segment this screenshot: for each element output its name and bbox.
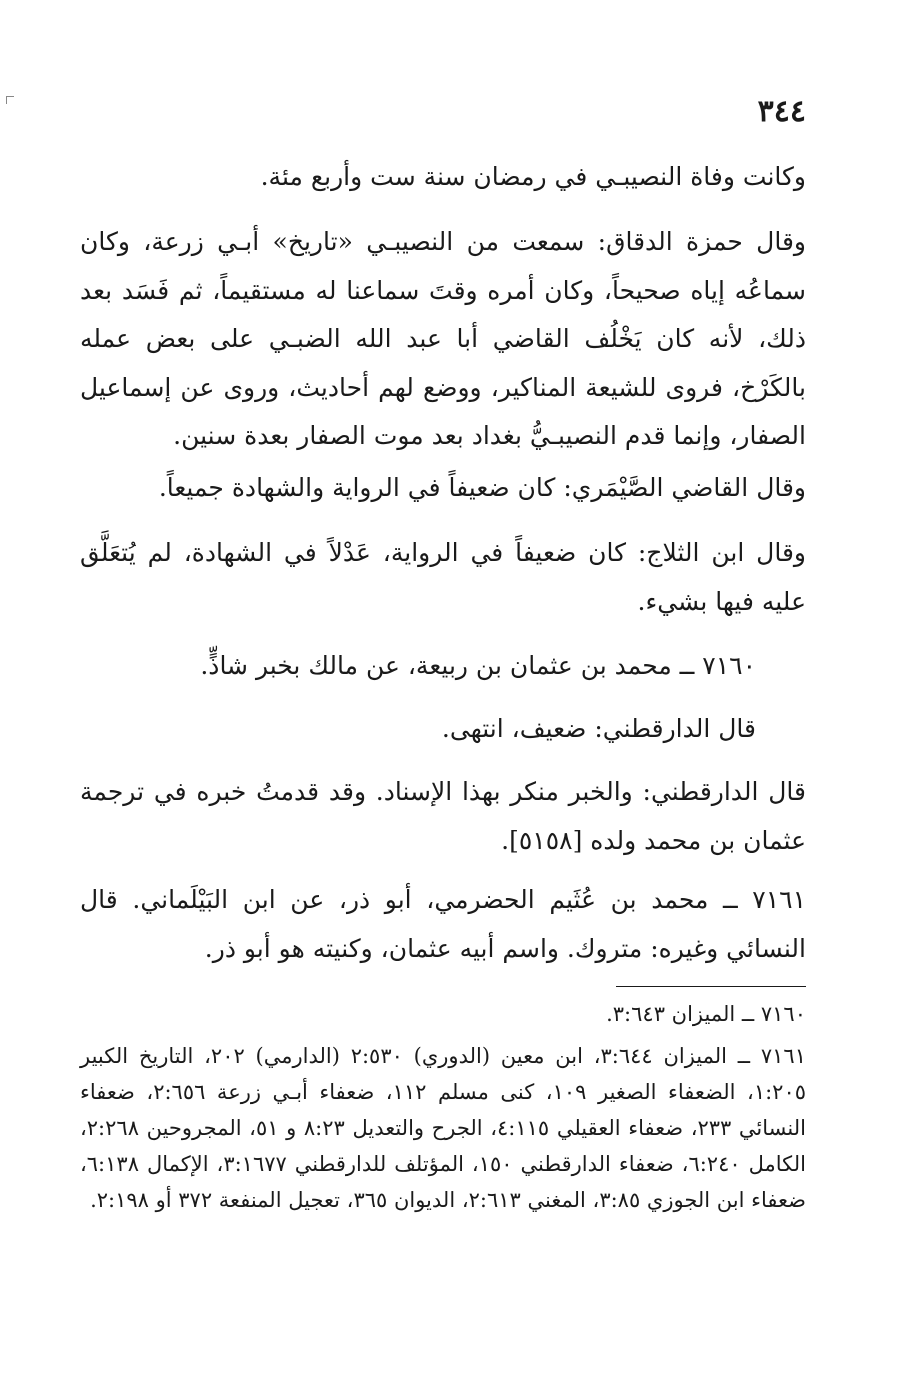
entry-7161: ٧١٦١ ــ محمد بن عُثَيم الحضرمي، أبو ذر، عن ابن البَيْلَماني. قال النسائي وغيره: متروك. واسم أبيه عثمان، وكنيته هو أبو ذر. (80, 885, 806, 963)
paragraph-daraqutni-weak: قال الدارقطني: ضعيف، انتهى. (441, 714, 756, 743)
entry-7160-heading: ٧١٦٠ ــ محمد بن عثمان بن ربيعة، عن مالك بخبر شاذٍّ. (200, 651, 756, 680)
paragraph-daraqutni-munkar: قال الدارقطني: والخبر منكر بهذا الإسناد. وقد قدمتُ خبره في ترجمة عثمان بن محمد ولده [٥١٥٨]. (80, 777, 806, 855)
footnote-divider (616, 986, 806, 987)
paragraph-death-date: وكانت وفاة النصيبـي في رمضان سنة ست وأربع مئة. (260, 162, 806, 191)
footnote-7160: ٧١٦٠ ــ الميزان ٣:٦٤٣. (606, 1002, 806, 1026)
footnote-7161: ٧١٦١ ــ الميزان ٣:٦٤٤، ابن معين (الدوري) ٢:٥٣٠ (الدارمي) ٢٠٢، التاريخ الكبير ١:٢٠٥، الضعفاء الصغير ١٠٩، كنى مسلم ١١٢، ضعفاء أبـي زرعة ٢:٦٥٦، ضعفاء النسائي ٢٣٣، ضعفاء العقيلي ٤:١١٥، الجرح والتعديل ٨:٢٣ و ٥١، المجروحين ٢:٢٦٨، الكامل ٦:٢٤٠، ضعفاء الدارقطني ١٥٠، المؤتلف للدارقطني ٣:١٦٧٧، الإكمال ٦:١٣٨، ضعفاء ابن الجوزي ٣:٨٥، المغني ٢:٦١٣، الديوان ٣٦٥، تعجيل المنفعة ٣٧٢ أو ٢:١٩٨. (80, 1044, 807, 1212)
scan-corner-mark (6, 96, 14, 104)
paragraph-hamza-daqqaq: وقال حمزة الدقاق: سمعت من النصيبـي «تاريخ» أبـي زرعة، وكان سماعُه إياه صحيحاً، وكان أمره وقتَ سماعنا له مستقيماً، ثم فَسَد بعد ذلك، لأنه كان يَخْلُف القاضي أبا عبد الله الضبـي على بعض عمله بالكَرْخ، فروى للشيعة المناكير، ووضع لهم أحاديث، وروى عن إسماعيل الصفار، وإنما قدم النصيبـيُّ بغداد بعد موت الصفار بعدة سنين. (80, 227, 806, 450)
paragraph-ibn-thallaj: وقال ابن الثلاج: كان ضعيفاً في الرواية، عَدْلاً في الشهادة، لم يُتعَلَّق عليه فيها بشيء. (80, 538, 806, 616)
page-number: ٣٤٤ (757, 94, 806, 129)
paragraph-saymari: وقال القاضي الصَّيْمَري: كان ضعيفاً في الرواية والشهادة جميعاً. (158, 473, 806, 502)
